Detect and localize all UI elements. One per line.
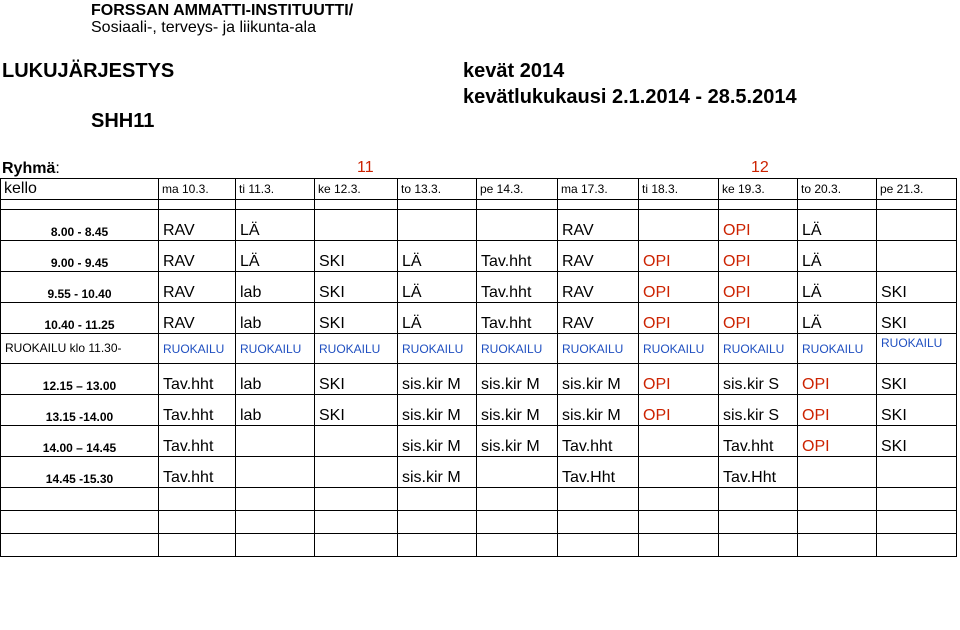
lesson-cell: Tav.hht: [159, 426, 236, 457]
day-column-header: pe 14.3.: [477, 179, 558, 200]
lesson-cell: OPI: [798, 395, 877, 426]
empty-cell: [639, 488, 719, 511]
lunch-row: [1, 334, 957, 364]
empty-cell: [1, 488, 159, 511]
empty-cell: [477, 534, 558, 557]
table-row: [1, 210, 957, 241]
lesson-cell: OPI: [798, 364, 877, 395]
lesson-cell: Tav.hht: [477, 272, 558, 303]
day-column-header: ma 17.3.: [558, 179, 639, 200]
empty-cell: [719, 200, 798, 210]
season: kevät 2014: [463, 60, 565, 82]
lesson-cell: LÄ: [398, 241, 477, 272]
table-row: [1, 426, 957, 457]
day-column-header: ti 18.3.: [639, 179, 719, 200]
lesson-cell: sis.kir M: [398, 426, 477, 457]
lesson-cell: [877, 457, 957, 488]
lesson-cell: sis.kir M: [558, 364, 639, 395]
empty-cell: [315, 488, 398, 511]
group-label-text: Ryhmä: [2, 160, 56, 177]
lesson-cell: RAV: [159, 303, 236, 334]
lesson-cell: [477, 457, 558, 488]
lesson-cell: SKI: [877, 426, 957, 457]
empty-cell: [398, 511, 477, 534]
lesson-cell: sis.kir S: [719, 364, 798, 395]
group-code: SHH11: [91, 110, 155, 132]
empty-cell: [877, 534, 957, 557]
empty-cell: [1, 534, 159, 557]
lesson-cell: SKI: [315, 303, 398, 334]
lunch-cell: RUOKAILU: [315, 334, 398, 364]
empty-cell: [719, 534, 798, 557]
lunch-cell: RUOKAILU: [798, 334, 877, 364]
empty-cell: [877, 511, 957, 534]
empty-cell: [558, 200, 639, 210]
table-header-row: [1, 179, 957, 200]
empty-cell: [398, 534, 477, 557]
lesson-cell: [315, 210, 398, 241]
lesson-cell: Tav.hht: [719, 426, 798, 457]
time-slot: 14.00 – 14.45: [1, 426, 159, 457]
empty-cell: [558, 534, 639, 557]
lesson-cell: LÄ: [798, 241, 877, 272]
lesson-cell: [877, 210, 957, 241]
lesson-cell: sis.kir S: [719, 395, 798, 426]
empty-cell: [315, 200, 398, 210]
empty-cell: [159, 200, 236, 210]
school-name: FORSSAN AMMATTI-INSTITUUTTI/: [91, 2, 354, 19]
empty-cell: [558, 511, 639, 534]
lesson-cell: [236, 426, 315, 457]
lesson-cell: RAV: [159, 241, 236, 272]
empty-cell: [798, 488, 877, 511]
lesson-cell: [236, 457, 315, 488]
term-period: kevätlukukausi 2.1.2014 - 28.5.2014: [463, 86, 797, 108]
lunch-cell: RUOKAILU: [159, 334, 236, 364]
empty-cell: [398, 488, 477, 511]
empty-cell: [877, 200, 957, 210]
lunch-cell: RUOKAILU: [236, 334, 315, 364]
day-column-header: ma 10.3.: [159, 179, 236, 200]
time-slot: 8.00 - 8.45: [1, 210, 159, 241]
lesson-cell: RAV: [558, 303, 639, 334]
lesson-cell: SKI: [877, 272, 957, 303]
lesson-cell: lab: [236, 395, 315, 426]
lunch-cell: RUOKAILU: [477, 334, 558, 364]
lesson-cell: [639, 210, 719, 241]
lesson-cell: LÄ: [236, 241, 315, 272]
lesson-cell: OPI: [719, 272, 798, 303]
lesson-cell: Tav.hht: [477, 241, 558, 272]
lesson-cell: lab: [236, 272, 315, 303]
lesson-cell: OPI: [639, 395, 719, 426]
lesson-cell: OPI: [798, 426, 877, 457]
time-slot: 9.55 - 10.40: [1, 272, 159, 303]
empty-cell: [236, 200, 315, 210]
lesson-cell: SKI: [877, 395, 957, 426]
lesson-cell: lab: [236, 364, 315, 395]
lesson-cell: lab: [236, 303, 315, 334]
empty-cell: [877, 488, 957, 511]
lunch-cell: RUOKAILU: [877, 334, 957, 364]
lesson-cell: OPI: [639, 272, 719, 303]
empty-cell: [639, 200, 719, 210]
lesson-cell: SKI: [315, 272, 398, 303]
empty-cell: [798, 511, 877, 534]
lesson-cell: Tav.Hht: [719, 457, 798, 488]
table-row: [1, 241, 957, 272]
lesson-cell: sis.kir M: [398, 364, 477, 395]
week-number-b: 12: [751, 159, 769, 176]
time-slot: 13.15 -14.00: [1, 395, 159, 426]
empty-cell: [477, 200, 558, 210]
lesson-cell: RAV: [558, 210, 639, 241]
day-column-header: ke 12.3.: [315, 179, 398, 200]
table-row: [1, 272, 957, 303]
lesson-cell: SKI: [877, 364, 957, 395]
empty-row: [1, 534, 957, 557]
lesson-cell: Tav.hht: [477, 303, 558, 334]
lesson-cell: Tav.hht: [159, 457, 236, 488]
lesson-cell: [315, 457, 398, 488]
page-title: LUKUJÄRJESTYS: [2, 60, 175, 82]
time-slot: 9.00 - 9.45: [1, 241, 159, 272]
table-row: [1, 364, 957, 395]
lesson-cell: sis.kir M: [558, 395, 639, 426]
empty-cell: [1, 200, 159, 210]
lesson-cell: RAV: [558, 272, 639, 303]
lesson-cell: [477, 210, 558, 241]
table-row: [1, 303, 957, 334]
lesson-cell: LÄ: [398, 303, 477, 334]
lesson-cell: OPI: [639, 241, 719, 272]
lunch-cell: RUOKAILU: [558, 334, 639, 364]
day-column-header: ke 19.3.: [719, 179, 798, 200]
empty-cell: [719, 511, 798, 534]
day-column-header: to 20.3.: [798, 179, 877, 200]
lesson-cell: [798, 457, 877, 488]
lesson-cell: [398, 210, 477, 241]
empty-row: [1, 488, 957, 511]
lesson-cell: SKI: [315, 364, 398, 395]
time-slot: 12.15 – 13.00: [1, 364, 159, 395]
empty-cell: [236, 488, 315, 511]
lesson-cell: SKI: [315, 241, 398, 272]
day-column-header: to 13.3.: [398, 179, 477, 200]
empty-cell: [477, 488, 558, 511]
empty-cell: [639, 511, 719, 534]
lesson-cell: [315, 426, 398, 457]
lesson-cell: RAV: [159, 272, 236, 303]
lesson-cell: [877, 241, 957, 272]
lesson-cell: sis.kir M: [477, 395, 558, 426]
lesson-cell: Tav.Hht: [558, 457, 639, 488]
lesson-cell: LÄ: [798, 303, 877, 334]
day-column-header: ti 11.3.: [236, 179, 315, 200]
empty-cell: [398, 200, 477, 210]
school-department: Sosiaali-, terveys- ja liikunta-ala: [91, 19, 316, 36]
lesson-cell: OPI: [719, 303, 798, 334]
time-slot: 10.40 - 11.25: [1, 303, 159, 334]
lunch-cell: RUOKAILU: [639, 334, 719, 364]
lesson-cell: sis.kir M: [398, 395, 477, 426]
spacer-row: [1, 200, 957, 210]
lesson-cell: SKI: [315, 395, 398, 426]
week-number-a: 11: [357, 159, 374, 176]
lunch-cell: RUOKAILU: [719, 334, 798, 364]
empty-cell: [798, 534, 877, 557]
group-label-colon: :: [55, 160, 60, 177]
empty-row: [1, 511, 957, 534]
lesson-cell: Tav.hht: [558, 426, 639, 457]
lunch-cell: RUOKAILU: [398, 334, 477, 364]
empty-cell: [159, 511, 236, 534]
empty-cell: [159, 488, 236, 511]
empty-cell: [639, 534, 719, 557]
empty-cell: [315, 534, 398, 557]
schedule-table: [0, 178, 957, 557]
lesson-cell: OPI: [719, 210, 798, 241]
empty-cell: [159, 534, 236, 557]
lesson-cell: SKI: [877, 303, 957, 334]
time-column-header: kello: [1, 179, 159, 200]
lesson-cell: LÄ: [398, 272, 477, 303]
lesson-cell: OPI: [639, 303, 719, 334]
lesson-cell: LÄ: [236, 210, 315, 241]
lesson-cell: Tav.hht: [159, 395, 236, 426]
lesson-cell: OPI: [639, 364, 719, 395]
table-row: [1, 395, 957, 426]
lesson-cell: [639, 457, 719, 488]
lesson-cell: LÄ: [798, 210, 877, 241]
lesson-cell: Tav.hht: [159, 364, 236, 395]
lesson-cell: RAV: [159, 210, 236, 241]
lesson-cell: LÄ: [798, 272, 877, 303]
lesson-cell: sis.kir M: [477, 426, 558, 457]
empty-cell: [798, 200, 877, 210]
lesson-cell: [639, 426, 719, 457]
empty-cell: [1, 511, 159, 534]
lesson-cell: OPI: [719, 241, 798, 272]
lunch-time: RUOKAILU klo 11.30-: [1, 334, 159, 364]
empty-cell: [477, 511, 558, 534]
empty-cell: [236, 534, 315, 557]
time-slot: 14.45 -15.30: [1, 457, 159, 488]
lesson-cell: sis.kir M: [477, 364, 558, 395]
empty-cell: [719, 488, 798, 511]
empty-cell: [558, 488, 639, 511]
table-row: [1, 457, 957, 488]
empty-cell: [236, 511, 315, 534]
group-label: [2, 160, 60, 178]
day-column-header: pe 21.3.: [877, 179, 957, 200]
lesson-cell: sis.kir M: [398, 457, 477, 488]
empty-cell: [315, 511, 398, 534]
lesson-cell: RAV: [558, 241, 639, 272]
